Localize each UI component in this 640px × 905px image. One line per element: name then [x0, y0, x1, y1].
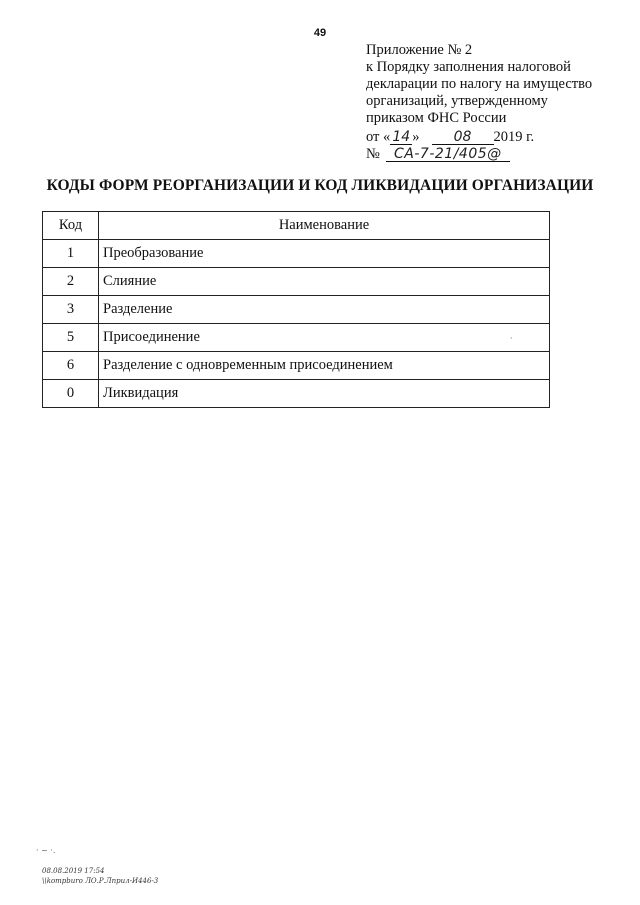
cell-name: Преобразование: [99, 240, 550, 268]
page-number: 49: [313, 27, 327, 39]
cell-code: 3: [43, 296, 99, 324]
cell-code: 1: [43, 240, 99, 268]
footer-timestamp: 08.08.2019 17:54: [42, 867, 105, 875]
date-year: 2019 г.: [493, 129, 535, 145]
appendix-line: декларации по налогу на имущество: [366, 76, 593, 92]
table-row: [43, 324, 550, 352]
scan-speck: ·: [510, 334, 513, 343]
appendix-block: [366, 42, 626, 163]
appendix-line: приказом ФНС России: [366, 110, 507, 126]
print-footer: [42, 866, 158, 886]
header-name: Наименование: [99, 212, 550, 240]
header-code: Код: [43, 212, 99, 240]
table-header-row: [43, 212, 550, 240]
cell-code: 5: [43, 324, 99, 352]
table-row: [43, 352, 550, 380]
appendix-title: Приложение № 2: [366, 42, 473, 58]
table-row: [43, 240, 550, 268]
date-prefix: от «: [366, 129, 391, 145]
number-prefix: №: [366, 146, 380, 162]
number-value: СА-7-21/405@: [386, 147, 510, 162]
date-mid: »: [412, 129, 420, 145]
cell-name: Разделение с одновременным присоединением: [99, 352, 550, 380]
appendix-line: организаций, утвержденному: [366, 93, 548, 109]
cell-code: 0: [43, 380, 99, 408]
date-month: 08: [432, 130, 494, 145]
cell-code: 2: [43, 268, 99, 296]
codes-table: [42, 211, 550, 408]
document-title: КОДЫ ФОРМ РЕОРГАНИЗАЦИИ И КОД ЛИКВИДАЦИИ ОРГАНИЗАЦИИ: [46, 177, 594, 194]
scan-mark: · ~ ·.: [36, 846, 56, 855]
cell-name: Слияние: [99, 268, 550, 296]
table-row: [43, 268, 550, 296]
order-date: [366, 129, 626, 146]
date-day: 14: [390, 130, 412, 145]
footer-file-path: \\kompburo ЛО.Р.Лприл-И446-3: [42, 877, 159, 885]
table-row: [43, 296, 550, 324]
cell-name: Ликвидация: [99, 380, 550, 408]
table-row: [43, 380, 550, 408]
cell-code: 6: [43, 352, 99, 380]
cell-name: Присоединение: [99, 324, 550, 352]
order-number: [366, 146, 626, 163]
appendix-line: к Порядку заполнения налоговой: [366, 59, 571, 75]
cell-name: Разделение: [99, 296, 550, 324]
